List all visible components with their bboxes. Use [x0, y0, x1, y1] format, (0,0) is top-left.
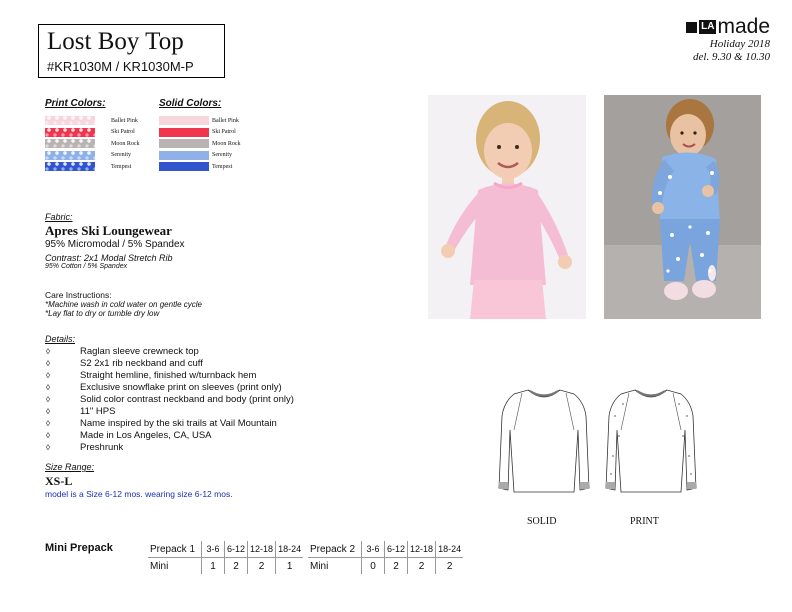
prepack-size: 12-18: [248, 541, 276, 558]
prepack-size: 3-6: [362, 541, 385, 558]
print-color-row: [45, 138, 140, 149]
fabric-content: 95% Micromodal / 5% Spandex: [45, 239, 185, 250]
solid-color-row: [159, 127, 241, 138]
brand-logo: [686, 16, 770, 38]
diamond-bullet-icon: ◊: [46, 443, 50, 452]
prepack-qty: 2: [385, 558, 408, 575]
prepack-size: 18-24: [436, 541, 464, 558]
print-color-swatch: [45, 151, 95, 160]
details-text: Straight hemline, finished w/turnback hem: [80, 370, 257, 381]
diamond-bullet-icon: ◊: [46, 431, 50, 440]
prepack-label: Prepack 2: [308, 541, 362, 558]
details-text: Name inspired by the ski trails at Vail Mountain: [80, 418, 277, 429]
solid-color-swatch: [159, 162, 209, 171]
prepack-row-label: Mini: [310, 560, 329, 572]
diamond-bullet-icon: ◊: [46, 395, 50, 404]
color-name: Serenity: [212, 152, 232, 158]
details-text: Preshrunk: [80, 442, 124, 453]
flat-sketch-print: [605, 386, 697, 494]
style-title-box: [38, 24, 225, 78]
diamond-bullet-icon: ◊: [46, 407, 50, 416]
color-name: Moon Rock: [111, 140, 140, 147]
prepack-qty: 2: [248, 558, 276, 575]
solid-color-row: [159, 161, 241, 172]
details-list: [46, 346, 294, 454]
color-name: Ballet Pink: [212, 117, 239, 124]
style-title: Lost Boy Top: [47, 28, 184, 55]
fabric-section: [45, 212, 185, 270]
print-color-row: [45, 127, 140, 138]
fabric-name: Apres Ski Loungewear: [45, 223, 172, 238]
fabric-heading: Fabric:: [45, 212, 73, 222]
prepack-row-label: Mini: [150, 560, 169, 572]
prepack-table-2: [308, 541, 463, 574]
prepack-size: 18-24: [276, 541, 304, 558]
flat-label-print: PRINT: [630, 516, 659, 527]
details-item: [46, 406, 294, 418]
fabric-contrast-content: 95% Cotton / 5% Spandex: [45, 263, 128, 270]
details-text: Exclusive snowflake print on sleeves (print only): [80, 382, 282, 393]
care-heading: Care Instructions:: [45, 290, 112, 300]
brand-block: [686, 16, 770, 64]
color-name: Ski Patrol: [111, 129, 135, 135]
prepack-size: 3-6: [202, 541, 225, 558]
diamond-bullet-icon: ◊: [46, 347, 50, 356]
color-name: Moon Rock: [212, 140, 241, 147]
solid-colors-heading: Solid Colors:: [159, 98, 222, 109]
color-name: Serenity: [111, 152, 131, 158]
flat-sketch-solid: [498, 386, 590, 494]
details-heading: Details:: [45, 334, 76, 344]
model-photo-solid: [428, 95, 586, 319]
diamond-bullet-icon: ◊: [46, 383, 50, 392]
details-item: [46, 394, 294, 406]
print-color-swatch: [45, 116, 95, 125]
details-item: [46, 370, 294, 382]
logo-square-icon: [686, 22, 697, 33]
flat-label-solid: SOLID: [527, 516, 557, 527]
fabric-contrast: Contrast: 2x1 Modal Stretch Rib: [45, 253, 173, 263]
style-skus: #KR1030M / KR1030M-P: [47, 59, 194, 74]
details-item: [46, 358, 294, 370]
prepack-qty: 2: [225, 558, 248, 575]
logo-made: made: [717, 15, 770, 38]
prepack-size: 12-18: [408, 541, 436, 558]
color-name: Ski Patrol: [212, 129, 236, 135]
print-colors-heading: Print Colors:: [45, 98, 106, 109]
details-text: Raglan sleeve crewneck top: [80, 346, 199, 357]
print-color-swatch: [45, 128, 95, 137]
size-section: [45, 462, 233, 499]
care-line-2: *Lay flat to dry or tumble dry low: [45, 309, 160, 318]
color-name: Ballet Pink: [111, 117, 138, 124]
solid-color-swatch: [159, 151, 209, 160]
prepack-table-1: [148, 541, 303, 574]
prepack-qty: 0: [362, 558, 385, 575]
print-colors: [45, 98, 140, 173]
print-color-row: [45, 150, 140, 161]
print-color-row: [45, 115, 140, 126]
solid-colors: [159, 98, 241, 173]
details-item: [46, 418, 294, 430]
solid-color-row: [159, 115, 241, 126]
color-name: Tempest: [111, 163, 132, 170]
print-color-swatch: [45, 139, 95, 148]
diamond-bullet-icon: ◊: [46, 371, 50, 380]
solid-color-row: [159, 138, 241, 149]
prepack-qty: 1: [276, 558, 304, 575]
delivery-dates: del. 9.30 & 10.30: [693, 51, 770, 63]
prepack-qty: 2: [436, 558, 464, 575]
details-item: [46, 382, 294, 394]
details-text: Solid color contrast neckband and body (print only): [80, 394, 294, 405]
diamond-bullet-icon: ◊: [46, 419, 50, 428]
model-photo-print: [604, 95, 761, 319]
season-label: Holiday 2018: [709, 38, 770, 50]
diamond-bullet-icon: ◊: [46, 359, 50, 368]
prepack-title: Mini Prepack: [45, 542, 113, 554]
care-line-1: *Machine wash in cold water on gentle cycle: [45, 300, 202, 309]
logo-la: LA: [701, 21, 715, 32]
details-text: Made in Los Angeles, CA, USA: [80, 430, 212, 441]
print-color-swatch: [45, 162, 95, 171]
print-color-row: [45, 161, 140, 172]
details-item: [46, 346, 294, 358]
care-section: [45, 290, 202, 318]
prepack-qty: 2: [408, 558, 436, 575]
details-text: S2 2x1 rib neckband and cuff: [80, 358, 203, 369]
size-heading: Size Range:: [45, 462, 95, 472]
prepack-label: Prepack 1: [148, 541, 202, 558]
solid-color-swatch: [159, 128, 209, 137]
solid-color-swatch: [159, 116, 209, 125]
details-item: [46, 430, 294, 442]
prepack-size: 6-12: [385, 541, 408, 558]
details-item: [46, 442, 294, 454]
solid-color-swatch: [159, 139, 209, 148]
prepack-size: 6-12: [225, 541, 248, 558]
prepack-qty: 1: [202, 558, 225, 575]
model-note: model is a Size 6-12 mos. wearing size 6-12 mos.: [45, 489, 233, 499]
details-text: 11" HPS: [80, 406, 116, 417]
color-name: Tempest: [212, 163, 233, 170]
solid-color-row: [159, 150, 241, 161]
size-range: XS-L: [45, 474, 73, 488]
